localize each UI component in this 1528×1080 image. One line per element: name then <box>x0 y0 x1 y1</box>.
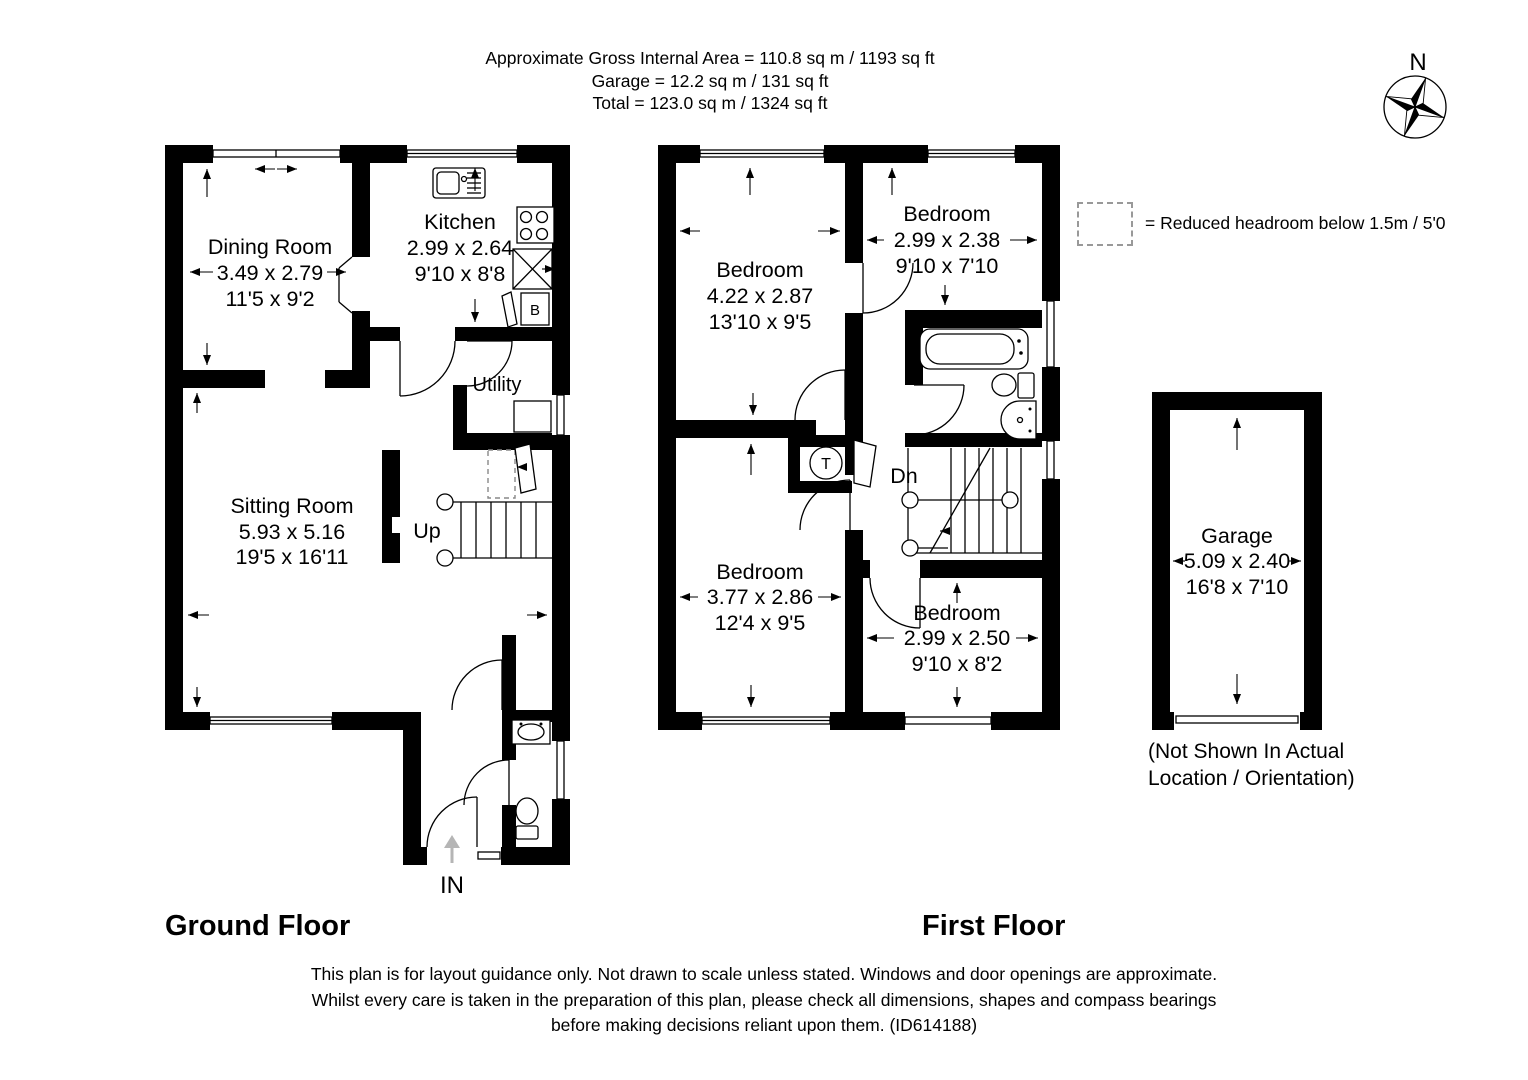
bedroom1-metric: 4.22 x 2.87 <box>706 284 814 308</box>
reduced-headroom-zone <box>488 450 515 498</box>
dining-room-name: Dining Room <box>207 235 333 259</box>
boiler-label: B <box>529 302 541 319</box>
appliance-space-icon <box>513 249 555 289</box>
bedroom4-name: Bedroom <box>913 601 1001 625</box>
wc-basin-icon <box>512 720 550 744</box>
garage-name: Garage <box>1201 524 1273 548</box>
garage-note <box>1148 738 1388 792</box>
reduced-headroom-swatch <box>1077 202 1133 246</box>
bedroom4-imperial: 9'10 x 8'2 <box>911 652 1003 676</box>
garage-note-line1: (Not Shown In Actual <box>1148 740 1345 763</box>
splay-opening <box>339 257 352 313</box>
bedroom2-imperial: 9'10 x 7'10 <box>895 254 999 278</box>
cupboard-door <box>854 440 876 487</box>
bath-icon <box>920 329 1028 369</box>
wc-toilet-icon <box>516 798 538 839</box>
stairs-up <box>437 444 552 566</box>
first-floor-plan <box>658 145 1060 730</box>
disclaimer-line2: Whilst every care is taken in the preparation of this plan, please check all dimensions, shapes and compass bearings <box>311 989 1217 1010</box>
garage-plan <box>1152 392 1322 730</box>
dining-room-metric: 3.49 x 2.79 <box>216 261 324 285</box>
garage-labels <box>1184 524 1290 599</box>
gross-internal-area-text: Approximate Gross Internal Area = 110.8 sq m / 1193 sq ft <box>485 48 935 68</box>
utility-counter <box>514 401 551 432</box>
garage-metric: 5.09 x 2.40 <box>1183 549 1291 573</box>
bedroom4-metric: 2.99 x 2.50 <box>903 626 1011 650</box>
garage-area-text: Garage = 12.2 sq m / 131 sq ft <box>591 70 829 91</box>
dining-room-imperial: 11'5 x 9'2 <box>225 287 315 311</box>
sitting-room-imperial: 19'5 x 16'11 <box>235 545 349 569</box>
kitchen-sink-icon <box>433 168 485 198</box>
bedroom1-imperial: 13'10 x 9'5 <box>708 310 812 334</box>
compass-north-label: N <box>1409 49 1427 76</box>
tank-label: T <box>821 456 831 473</box>
area-summary <box>300 47 1120 115</box>
reduced-headroom-label: = Reduced headroom below 1.5m / 5'0 <box>1145 213 1446 233</box>
kitchen-metric: 2.99 x 2.64 <box>406 236 514 260</box>
ground-floor-plan <box>165 145 570 905</box>
disclaimer <box>0 962 1528 1039</box>
garage-door <box>1174 712 1300 730</box>
bedroom2-name: Bedroom <box>903 202 991 226</box>
first-floor-title: First Floor <box>922 910 1066 942</box>
disclaimer-line1: This plan is for layout guidance only. Not drawn to scale unless stated. Windows and door openings are approximate. <box>310 964 1218 984</box>
sitting-room-metric: 5.93 x 5.16 <box>238 520 346 544</box>
understairs-door <box>515 444 536 493</box>
total-area-text: Total = 123.0 sq m / 1324 sq ft <box>592 93 828 113</box>
bedroom3-name: Bedroom <box>716 560 804 584</box>
bedroom1-name: Bedroom <box>716 258 804 282</box>
compass-star-icon <box>1386 78 1444 136</box>
bedroom3-imperial: 12'4 x 9'5 <box>714 611 806 635</box>
stairs-up-label: Up <box>413 519 441 543</box>
garage-note-line2: Location / Orientation) <box>1148 767 1355 790</box>
kitchen-imperial: 9'10 x 8'8 <box>414 262 506 286</box>
bathroom-basin-icon <box>1001 401 1036 439</box>
entrance-label: IN <box>440 872 464 899</box>
toilet-icon <box>992 373 1034 398</box>
stairs-down <box>902 448 1042 556</box>
bedroom2-metric: 2.99 x 2.38 <box>893 228 1001 252</box>
kitchen-name: Kitchen <box>424 210 496 234</box>
bedroom3-metric: 3.77 x 2.86 <box>706 585 814 609</box>
disclaimer-line3: before making decisions reliant upon them. (ID614188) <box>550 1015 978 1035</box>
ground-floor-title: Ground Floor <box>165 910 351 942</box>
compass-rose <box>1368 40 1463 150</box>
hob-icon <box>517 207 554 243</box>
stairs-down-label: Dn <box>890 464 918 488</box>
utility-name: Utility <box>472 374 522 396</box>
sitting-room-name: Sitting Room <box>230 494 354 518</box>
boiler-cupboard <box>502 292 549 327</box>
garage-imperial: 16'8 x 7'10 <box>1185 575 1289 599</box>
